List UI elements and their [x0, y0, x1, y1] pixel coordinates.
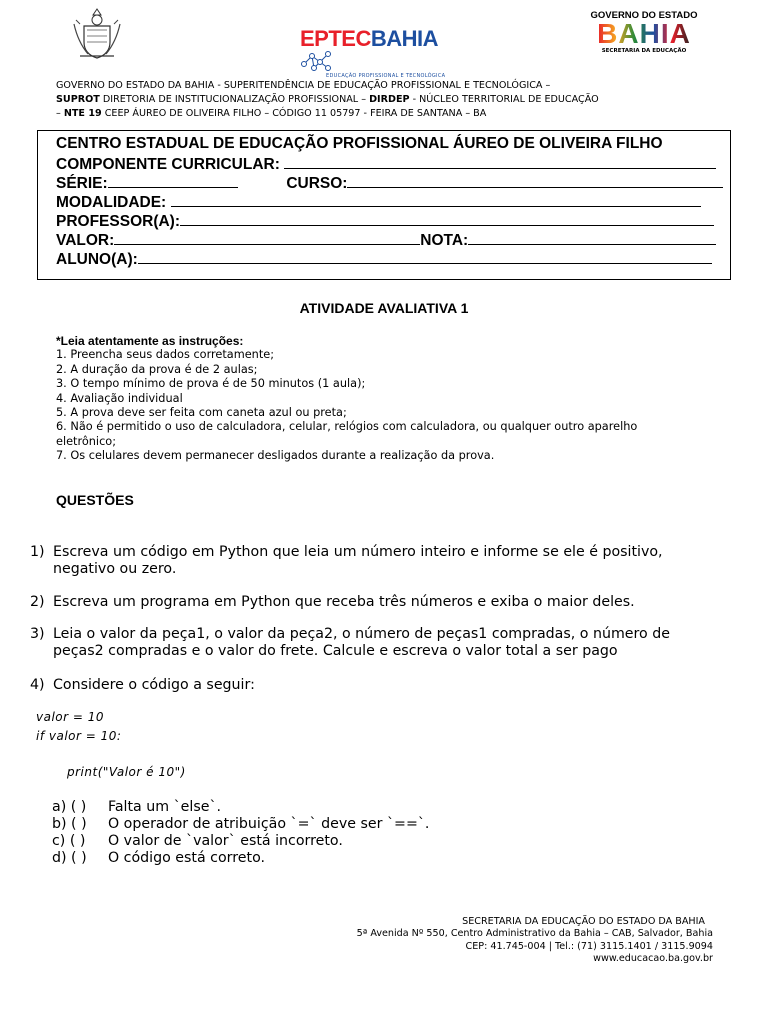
instruction-item: 2. A duração da prova é de 2 aulas; [56, 362, 258, 376]
questions-heading: QUESTÕES [56, 492, 134, 508]
institution-line-1: GOVERNO DO ESTADO DA BAHIA - SUPERITENDÊNCIA DE EDUCAÇÃO PROFISSIONAL E TECNOLÓGICA – [56, 80, 551, 91]
instructions-heading: *Leia atentamente as instruções: [56, 334, 244, 348]
professor-label: PROFESSOR(A): [56, 213, 180, 230]
modalidade-field[interactable] [56, 192, 701, 212]
network-nodes-icon [300, 50, 332, 72]
professor-blank[interactable] [180, 211, 714, 226]
option-text: Falta um `else`. [108, 799, 222, 815]
gov-logo-sub: SECRETARIA DA EDUCAÇÃO [601, 48, 687, 54]
valor-blank[interactable] [114, 230, 420, 245]
componente-field[interactable] [56, 154, 716, 174]
footer-line-3: CEP: 41.745-004 | Tel.: (71) 3115.1401 / 3115.9094 [465, 940, 713, 952]
question-text: Leia o valor da peça1, o valor da peça2, o número de peças1 compradas, o número de peças2 compradas e o valor do frete. Calcule e escreva o valor total a ser pago [53, 626, 670, 659]
instruction-item: 3. O tempo mínimo de prova é de 50 minutos (1 aula); [56, 377, 366, 391]
question-text: Considere o código a seguir: [53, 677, 255, 693]
question-text: Escreva um programa em Python que receba três números e exiba o maior deles. [53, 594, 635, 610]
question-text: Escreva um código em Python que leia um número inteiro e informe se ele é positivo, negativo ou zero. [53, 544, 663, 577]
eptec-logo-part2: BAHIA [370, 26, 438, 51]
question-item [30, 677, 720, 694]
institution-line-2: SUPROT DIRETORIA DE INSTITUCIONALIZAÇÃO PROFISSIONAL – DIRDEP - NÚCLEO TERRITORIAL DE EDUCAÇÃO [56, 94, 599, 105]
eptec-logo-subtitle: EDUCAÇÃO PROFISSIONAL E TECNOLÓGICA [326, 73, 446, 79]
gov-logo-main: BAHIA [597, 18, 691, 49]
modalidade-blank[interactable] [171, 192, 701, 207]
question-number: 2) [30, 594, 45, 610]
option-text: O código está correto. [108, 850, 266, 866]
code-line-3: print("Valor é 10") [67, 765, 186, 779]
school-name: CENTRO ESTADUAL DE EDUCAÇÃO PROFISSIONAL ÁUREO DE OLIVEIRA FILHO [56, 135, 663, 152]
serie-blank[interactable] [108, 173, 238, 188]
aluno-blank[interactable] [138, 249, 712, 264]
question-number: 1) [30, 544, 45, 560]
footer-address [357, 916, 713, 966]
question-item [30, 544, 720, 578]
instruction-item: 4. Avaliação individual [56, 391, 183, 405]
option-b[interactable] [52, 816, 429, 833]
instruction-item: 6. Não é permitido o uso de calculadora, celular, relógios com calculadora, ou qualquer outro aparelho eletrônico; [56, 420, 638, 448]
option-label: a) ( ) [52, 799, 87, 815]
option-c[interactable] [52, 833, 429, 850]
gov-logo-top: GOVERNO DO ESTADO [590, 10, 698, 21]
footer-website-link[interactable]: www.educacao.ba.gov.br [593, 953, 713, 965]
option-text: O operador de atribuição `=` deve ser `==`. [108, 816, 430, 832]
valor-nota-row [56, 230, 716, 250]
institution-header [56, 79, 726, 121]
serie-label: SÉRIE: [56, 175, 108, 192]
eptec-bahia-logo [300, 26, 470, 79]
state-coat-of-arms-icon [70, 6, 124, 62]
governo-bahia-logo [586, 10, 702, 62]
option-label: b) ( ) [52, 816, 87, 832]
componente-blank[interactable] [284, 154, 716, 169]
answer-options [52, 799, 429, 867]
nota-blank[interactable] [468, 230, 716, 245]
question-number: 3) [30, 626, 45, 642]
instruction-item: 1. Preencha seus dados corretamente; [56, 348, 275, 362]
option-label: d) ( ) [52, 850, 87, 866]
code-line-2: if valor = 10: [36, 729, 122, 743]
footer-line-1: SECRETARIA DA EDUCAÇÃO DO ESTADO DA BAHIA [462, 916, 705, 927]
option-a[interactable] [52, 799, 429, 816]
code-line-1: valor = 10 [36, 710, 105, 724]
nota-label: NOTA: [420, 232, 469, 249]
curso-label: CURSO: [286, 175, 348, 192]
aluno-field[interactable] [56, 249, 712, 269]
valor-label: VALOR: [56, 232, 115, 249]
question-item [30, 594, 720, 611]
option-text: O valor de `valor` está incorreto. [108, 833, 343, 849]
aluno-label: ALUNO(A): [56, 251, 138, 268]
question-item [30, 626, 720, 660]
footer-line-2: 5ª Avenida Nº 550, Centro Administrativo da Bahia – CAB, Salvador, Bahia [356, 928, 713, 940]
modalidade-label: MODALIDADE: [56, 194, 167, 211]
serie-curso-row [56, 173, 723, 193]
eptec-logo-part1: EPTEC [300, 26, 371, 51]
activity-title: ATIVIDADE AVALIATIVA 1 [299, 300, 469, 316]
question-number: 4) [30, 677, 45, 693]
option-d[interactable] [52, 850, 429, 867]
componente-label: COMPONENTE CURRICULAR: [56, 156, 280, 173]
instruction-item: 5. A prova deve ser feita com caneta azul ou preta; [56, 406, 347, 420]
professor-field[interactable] [56, 211, 714, 231]
identification-box [37, 130, 731, 280]
institution-line-3: – NTE 19 CEEP ÁUREO DE OLIVEIRA FILHO – CÓDIGO 11 05797 - FEIRA DE SANTANA – BA [56, 108, 487, 119]
option-label: c) ( ) [52, 833, 86, 849]
curso-blank[interactable] [347, 173, 723, 188]
instructions [56, 334, 696, 464]
instruction-item: 7. Os celulares devem permanecer desligados durante a realização da prova. [56, 449, 495, 463]
